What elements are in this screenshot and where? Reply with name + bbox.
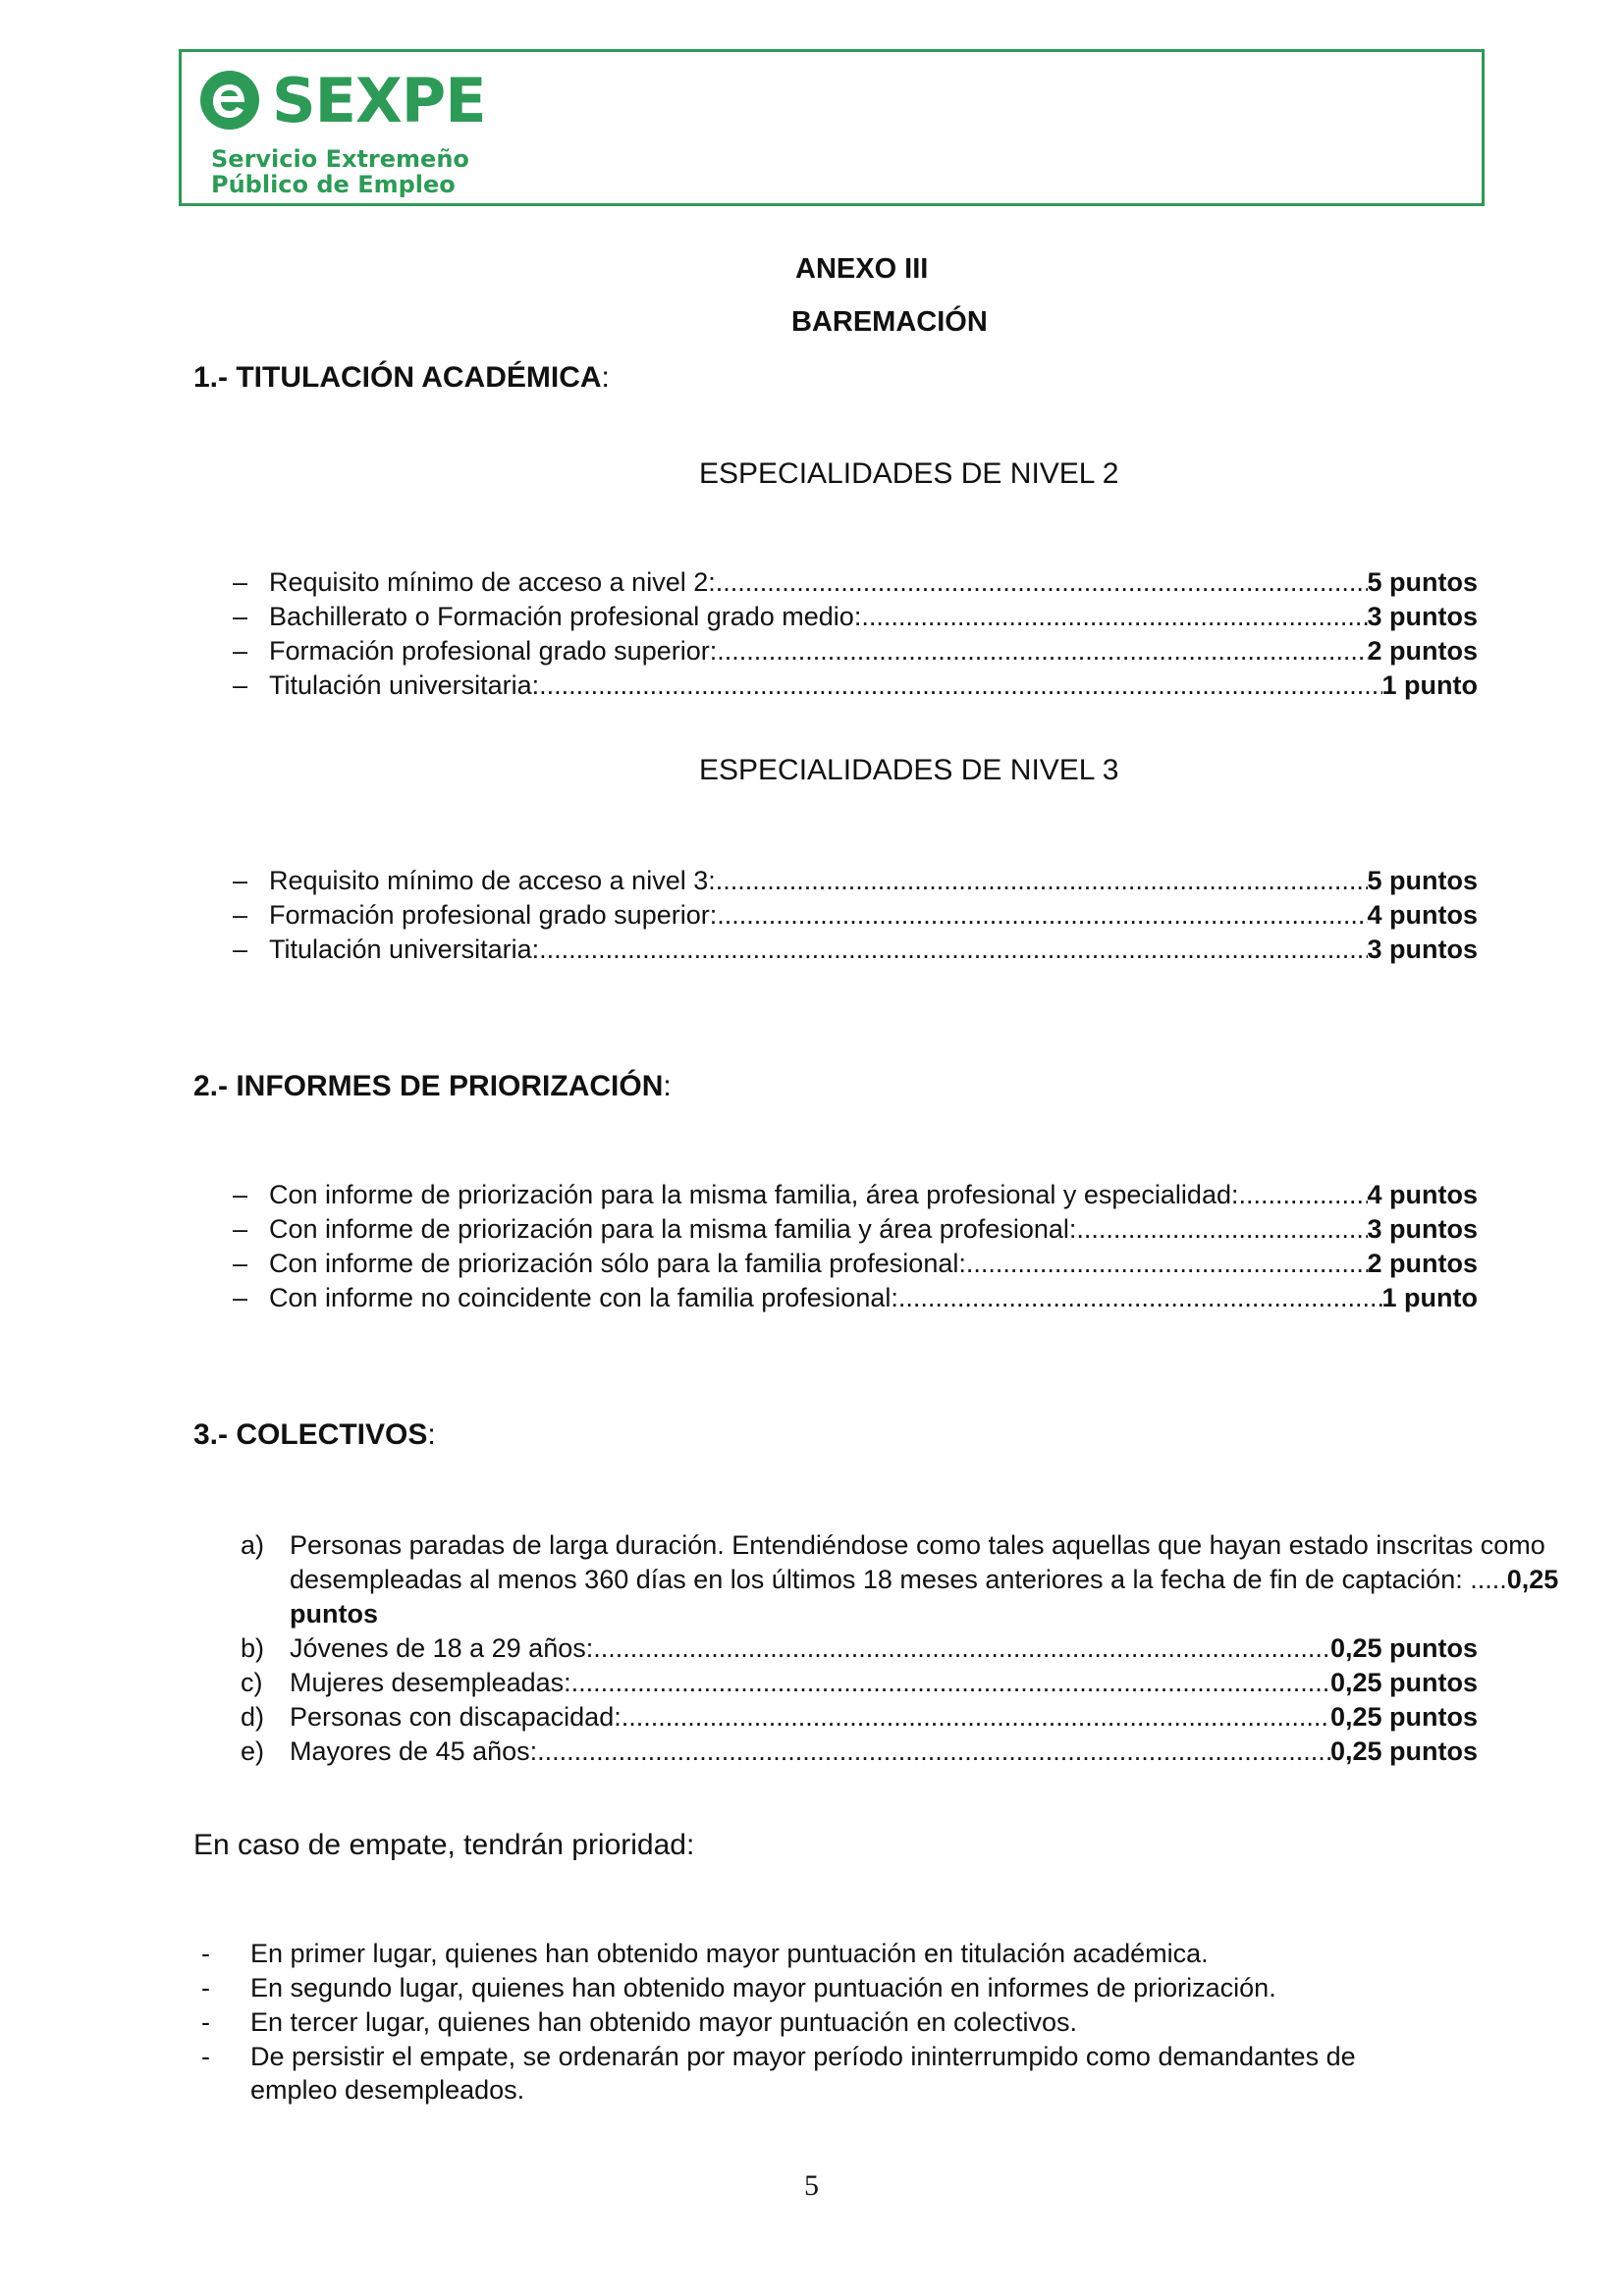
list-item: c) Mujeres desempleadas: ..... 0,25 puntos xyxy=(241,1666,1478,1699)
sexpe-logo xyxy=(193,62,586,199)
level-2-title: ESPECIALIDADES DE NIVEL 2 xyxy=(699,457,1119,490)
document-page: SEXPE Servicio Extremeño Público de Empleo ANEXO III BAREMACIÓN 1.- TITULACIÓN ACADÉMICA: ESPECIALIDADES DE NIVEL 2 – Requisito mínimo de acceso a nivel 2: ..... 5 puntos – Bachillerato o Formación profesional grado medio: ..... 3 puntos – Formación profesional grado superior: ..... 2 puntos – Titulación universitaria: ..... 1 punto ESPECIALIDADES DE NIVEL 3 – Requisito mínimo de acceso a nivel 3: ..... 5 puntos – Formación profesional grado superior: ..... 4 puntos – Titulación universitaria: ..... 3 puntos 2.- INFORMES DE PRIORIZACIÓN: – Con informe de priorización para la misma familia, área profesional y especialidad: ..... 4 puntos – Con informe de priorización para la misma familia y área profesional: ..... 3 puntos – Con informe de priorización sólo para la familia profesional: ..... 2 puntos – Con informe no coincidente con la familia profesional: ..... 1 punto 3.- COLECTIVOS: a) Personas paradas de larga duración. Entendiéndose como tales aquellas que hayan estado inscritas como desempleadas al menos 360 días en los últimos 18 meses anteriores a la fecha de fin de captación: ..... 0,25 puntos b) Jóvenes de 18 a 29 años: ..... 0,25 puntos c) Mujeres desempleadas: ..... 0,25 puntos d) Personas con discapacidad: ..... 0,25 puntos e) Mayores de 45 años: ..... 0,25 puntos En caso de empate, tendrán prioridad: - En primer lugar, quienes han obtenido mayor puntuación en titulación académica. - En segundo lugar, quienes han obtenido mayor puntuación en informes de priorización. - En tercer lugar, quienes han obtenido mayor puntuación en colectivos. - De persistir el empate, se ordenarán por mayor período ininterrumpido como demandantes de empleo desempleados. 5 xyxy=(0,0,1623,2296)
list-item: – Con informe no coincidente con la familia profesional: ..... 1 punto xyxy=(233,1281,1478,1314)
logo-subtitle-line1: Servicio Extremeño xyxy=(211,145,469,173)
list-item: – Requisito mínimo de acceso a nivel 2: ..... 5 puntos xyxy=(233,565,1478,599)
page-number: 5 xyxy=(804,2169,819,2202)
annex-subtitle: BAREMACIÓN xyxy=(791,306,988,338)
list-item: – Formación profesional grado superior: ..... 4 puntos xyxy=(233,898,1478,932)
list-item: b) Jóvenes de 18 a 29 años: ..... 0,25 puntos xyxy=(241,1631,1478,1665)
list-item: – Requisito mínimo de acceso a nivel 3: ..... 5 puntos xyxy=(233,864,1478,897)
level-3-title: ESPECIALIDADES DE NIVEL 3 xyxy=(699,754,1119,786)
list-item: – Formación profesional grado superior: ..... 2 puntos xyxy=(233,634,1478,667)
logo-wordmark: SEXPE xyxy=(272,65,486,136)
list-item: – Titulación universitaria: ..... 3 puntos xyxy=(233,933,1478,966)
tie-break-title: En caso de empate, tendrán prioridad: xyxy=(193,1829,695,1861)
list-item: e) Mayores de 45 años: ..... 0,25 puntos xyxy=(241,1735,1478,1768)
section-1-heading: 1.- TITULACIÓN ACADÉMICA: xyxy=(193,361,610,394)
list-item: – Con informe de priorización para la misma familia y área profesional: ..... 3 puntos xyxy=(233,1212,1478,1246)
list-item: – Con informe de priorización para la misma familia, área profesional y especialidad: ..... 4 puntos xyxy=(233,1178,1478,1211)
list-item: – Bachillerato o Formación profesional grado medio: ..... 3 puntos xyxy=(233,600,1478,633)
list-item: – Con informe de priorización sólo para la familia profesional: ..... 2 puntos xyxy=(233,1247,1478,1280)
logo-subtitle-line2: Público de Empleo xyxy=(211,171,456,198)
list-item: d) Personas con discapacidad: ..... 0,25 puntos xyxy=(241,1700,1478,1734)
section-3-heading: 3.- COLECTIVOS: xyxy=(193,1418,436,1451)
section-2-heading: 2.- INFORMES DE PRIORIZACIÓN: xyxy=(193,1070,672,1102)
annex-title: ANEXO III xyxy=(795,253,929,285)
list-item: – Titulación universitaria: ..... 1 punto xyxy=(233,668,1478,702)
header-logo-box xyxy=(179,49,1485,206)
colectivo-item-a: a) Personas paradas de larga duración. Entendiéndose como tales aquellas que hayan estado inscritas como desempleadas al menos 360 días en los últimos 18 meses anteriores a la fecha de fin de captación: ..... 0,25 puntos xyxy=(241,1530,1559,1629)
e-logo-icon xyxy=(199,70,260,131)
